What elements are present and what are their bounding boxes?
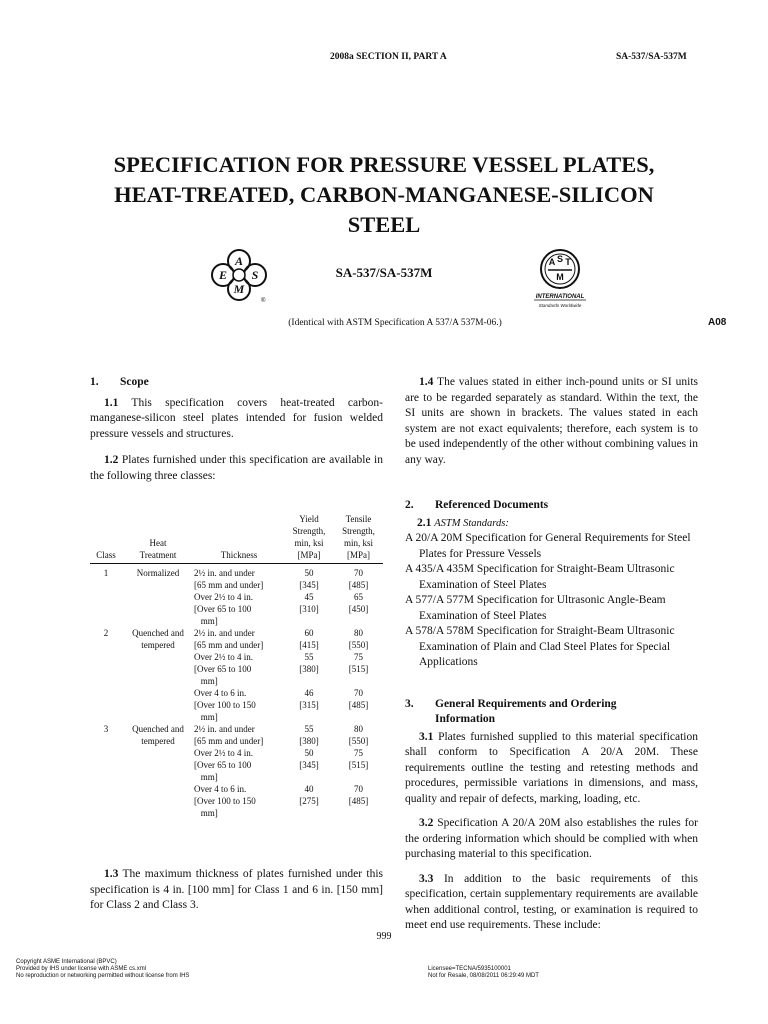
reference-list — [405, 531, 698, 671]
heat-treatment-cell — [122, 579, 194, 591]
registered-mark: ® — [261, 298, 266, 304]
heat-treatment-cell: Normalized — [136, 568, 180, 578]
table-row — [90, 759, 383, 771]
class-cell — [90, 603, 122, 615]
yield-cell — [284, 711, 334, 723]
thickness-cell: Over 4 to 6 in. — [194, 688, 247, 698]
tensile-cell — [334, 771, 383, 783]
paragraph-3-3: 3.3 In addition to the basic requirements of this specification, certain supplementary requirements are available when additional control, testing, or examination is required to meet end use requirements. These include: — [405, 872, 698, 931]
paragraph-3-2: 3.2 Specification A 20/A 20M also establishes the rules for the ordering information which should be complied with when purchasing material to this specification. — [405, 817, 699, 860]
thickness-cell: Over 2½ to 4 in. — [194, 652, 253, 662]
tensile-cell: [515] — [348, 664, 369, 674]
footer-line: Copyright ASME International (BPVC) — [16, 959, 117, 965]
table-row — [90, 735, 383, 747]
tensile-cell: 80 — [354, 628, 363, 638]
table-row — [90, 663, 383, 675]
thickness-cell: Over 2½ to 4 in. — [194, 592, 253, 602]
thickness-cell: Over 4 to 6 in. — [194, 784, 247, 794]
class-cell — [90, 795, 122, 807]
yield-cell: 60 — [304, 628, 314, 638]
paragraph-1-2: 1.2 Plates furnished under this specification are available in the following three classes: — [90, 454, 383, 482]
heat-treatment-cell — [122, 759, 194, 771]
tensile-cell: 75 — [354, 652, 363, 662]
class-cell — [90, 771, 122, 783]
heat-treatment-cell — [122, 795, 194, 807]
class-cell: 3 — [103, 724, 109, 734]
tensile-cell: 65 — [354, 592, 363, 602]
thickness-cell: Over 2½ to 4 in. — [194, 748, 253, 758]
section-2-heading: 2. Referenced Documents — [405, 499, 549, 511]
astm-tagline: Standards Worldwide — [538, 303, 582, 308]
table-row — [90, 807, 383, 819]
astm-international-text: INTERNATIONAL — [535, 294, 585, 300]
thickness-cell: [Over 65 to 100 — [194, 664, 252, 674]
thickness-cell: mm] — [194, 676, 218, 686]
table-row — [90, 687, 383, 699]
tensile-cell: [450] — [348, 604, 369, 614]
astm-letter: T — [565, 257, 571, 267]
right-column — [405, 375, 698, 934]
class-cell — [90, 747, 122, 759]
tensile-cell: [485] — [348, 700, 369, 710]
col-header-tensile: Tensile Strength, min, ksi [MPa] — [342, 514, 375, 560]
tensile-cell: [485] — [348, 580, 369, 590]
revision-tag: A08 — [708, 317, 727, 328]
col-header-yield: Yield Strength, min, ksi [MPa] — [292, 514, 326, 560]
table-row — [90, 795, 383, 807]
class-cell — [90, 687, 122, 699]
heat-treatment-cell — [122, 747, 194, 759]
asme-letter: S — [251, 268, 259, 282]
thickness-cell: [65 mm and under] — [194, 736, 264, 746]
col-header-thickness: Thickness — [220, 550, 258, 560]
heat-treatment-cell — [122, 603, 194, 615]
thickness-cell: [65 mm and under] — [194, 640, 264, 650]
footer-left — [16, 959, 189, 980]
table-row — [90, 771, 383, 783]
astm-letter: M — [556, 272, 564, 282]
heat-treatment-cell: Quenched and — [132, 628, 184, 638]
class-cell — [90, 735, 122, 747]
yield-cell: [380] — [299, 736, 319, 746]
heat-treatment-cell — [122, 699, 194, 711]
table-row — [90, 675, 383, 687]
table-row — [90, 711, 383, 723]
table-row — [90, 627, 383, 639]
yield-cell — [284, 807, 334, 819]
yield-cell: [415] — [299, 640, 319, 650]
thickness-cell: mm] — [194, 712, 218, 722]
thickness-cell: [Over 100 to 150 — [194, 796, 256, 806]
paragraph-1-1: 1.1 This specification covers heat-treated carbon-manganese-silicon steel plates intended for fusion welded pressure vessels and structures. — [90, 396, 383, 440]
table-row — [90, 783, 383, 795]
subsection-2-1: 2.1 ASTM Standards: — [417, 516, 509, 529]
identical-note: (Identical with ASTM Specification A 537/A 537M-06.) — [288, 318, 502, 328]
yield-cell: 45 — [304, 592, 314, 602]
thickness-cell: 2½ in. and under — [194, 568, 255, 578]
yield-cell: 40 — [304, 784, 314, 794]
footer-line: No reproduction or networking permitted without license from IHS — [16, 973, 190, 979]
footer-line: Licensee=TECNA/5935100001 — [428, 966, 511, 972]
heat-treatment-cell — [122, 591, 194, 603]
thickness-cell: [Over 65 to 100 — [194, 604, 252, 614]
tensile-cell: [550] — [348, 736, 369, 746]
table-row — [90, 723, 383, 735]
thickness-cell: mm] — [194, 772, 218, 782]
footer-line: Not for Resale, 08/08/2011 06:29:49 MDT — [428, 973, 539, 979]
col-header-class: Class — [96, 550, 116, 560]
heat-treatment-cell — [122, 807, 194, 819]
yield-cell: [380] — [299, 664, 319, 674]
running-header-right: SA-537/SA-537M — [616, 52, 687, 62]
heat-treatment-cell: Quenched and — [132, 724, 184, 734]
astm-letter: A — [548, 257, 556, 267]
class-cell — [90, 675, 122, 687]
paragraph-1-4: 1.4 The values stated in either inch-pound units or SI units are to be regarded separately as standard. Within the text, the SI units are shown in brackets. The values stated in each system are not exact equivalents; therefore, each system is to be used independently of the other without combining values in any way. — [405, 376, 698, 466]
table-row — [90, 615, 383, 627]
heat-treatment-cell: tempered — [141, 736, 175, 746]
class-cell — [90, 699, 122, 711]
tensile-cell: 70 — [354, 568, 363, 578]
class-cell — [90, 639, 122, 651]
table-row — [90, 639, 383, 651]
footer-line: Provided by IHS under license with ASME cs.xml — [16, 966, 147, 972]
heat-treatment-cell — [122, 783, 194, 795]
heat-treatment-cell — [122, 771, 194, 783]
class-cell: 1 — [103, 568, 109, 578]
thickness-cell: [Over 100 to 150 — [194, 700, 256, 710]
yield-cell: 46 — [304, 688, 314, 698]
tensile-cell — [334, 615, 383, 627]
footer-right — [428, 966, 539, 980]
col-header-heat-treatment: Heat Treatment — [139, 538, 177, 560]
running-header-left: 2008a SECTION II, PART A — [330, 52, 447, 62]
class-cell — [90, 807, 122, 819]
yield-cell — [284, 771, 334, 783]
table-row — [90, 579, 383, 591]
yield-cell: 50 — [304, 748, 314, 758]
table-row — [90, 567, 383, 579]
yield-cell — [284, 615, 334, 627]
class-cell — [90, 615, 122, 627]
table-row — [90, 603, 383, 615]
paragraph-1-3: 1.3 The maximum thickness of plates furnished under this specification is 4 in. [100 mm] for Class 1 and 6 in. [150 mm] for Class 2 and Class 3. — [90, 868, 383, 911]
thickness-cell: 2½ in. and under — [194, 724, 255, 734]
asme-letter: M — [233, 282, 245, 296]
yield-cell: [275] — [299, 796, 319, 806]
thickness-cell: [65 mm and under] — [194, 580, 264, 590]
thickness-cell: [Over 65 to 100 — [194, 760, 252, 770]
tensile-cell: 75 — [354, 748, 363, 758]
reference-item: A 20/A 20M Specification for General Requirements for Steel Plates for Pressure Vessels — [405, 532, 691, 560]
heat-treatment-cell — [122, 651, 194, 663]
tensile-cell — [334, 675, 383, 687]
tensile-cell — [334, 711, 383, 723]
class-table — [90, 513, 383, 819]
heat-treatment-cell — [122, 663, 194, 675]
class-cell — [90, 591, 122, 603]
table-header-row — [90, 513, 383, 564]
tensile-cell: 70 — [354, 784, 363, 794]
heat-treatment-cell: tempered — [141, 640, 175, 650]
yield-cell: [315] — [299, 700, 319, 710]
designation: SA-537/SA-537M — [335, 265, 433, 280]
tensile-cell — [334, 807, 383, 819]
class-cell — [90, 579, 122, 591]
document-title — [60, 150, 708, 240]
thickness-cell: mm] — [194, 808, 218, 818]
class-cell: 2 — [103, 628, 109, 638]
tensile-cell: 70 — [354, 688, 363, 698]
paragraph-3-1: 3.1 Plates furnished supplied to this material specification shall conform to Specification A 20/A 20M. These requirements outline the testing and retesting methods and procedures, permissible variations in dimensions, and mass, quality and repair of defects, marking, loading, etc. — [405, 730, 699, 805]
yield-cell — [284, 675, 334, 687]
yield-cell: 55 — [304, 652, 314, 662]
heat-treatment-cell — [122, 615, 194, 627]
title-line: SPECIFICATION FOR PRESSURE VESSEL PLATES, — [113, 152, 655, 177]
section-1-heading: 1. Scope — [90, 376, 149, 388]
astm-logo — [530, 249, 590, 311]
asme-letter: E — [218, 268, 228, 282]
heat-treatment-cell — [122, 675, 194, 687]
table-row — [90, 699, 383, 711]
astm-letter: S — [556, 254, 564, 264]
reference-item: A 435/A 435M Specification for Straight-Beam Ultrasonic Examination of Steel Plates — [405, 563, 675, 591]
title-line: HEAT-TREATED, CARBON-MANGANESE-SILICON — [114, 182, 654, 207]
tensile-cell: [485] — [348, 796, 369, 806]
thickness-cell: 2½ in. and under — [194, 628, 255, 638]
table-row — [90, 747, 383, 759]
reference-item: A 577/A 577M Specification for Ultrasonic Angle-Beam Examination of Steel Plates — [405, 594, 666, 622]
title-line: STEEL — [347, 212, 421, 237]
table-row — [90, 591, 383, 603]
page-number: 999 — [376, 931, 392, 942]
thickness-cell: mm] — [194, 616, 218, 626]
yield-cell: [310] — [299, 604, 319, 614]
class-cell — [90, 759, 122, 771]
tensile-cell: [515] — [348, 760, 369, 770]
yield-cell: [345] — [299, 580, 319, 590]
yield-cell: [345] — [299, 760, 319, 770]
tensile-cell: [550] — [348, 640, 369, 650]
left-column-lower — [90, 867, 383, 914]
table-body — [90, 567, 383, 819]
class-cell — [90, 651, 122, 663]
heat-treatment-cell — [122, 711, 194, 723]
left-column — [90, 375, 383, 484]
heat-treatment-cell — [122, 687, 194, 699]
table-row — [90, 651, 383, 663]
section-3-heading: 3. General Requirements and Ordering Information — [405, 697, 617, 725]
reference-item: A 578/A 578M Specification for Straight-Beam Ultrasonic Examination of Plain and Clad Steel Plates for Special Applications — [405, 625, 675, 668]
yield-cell: 55 — [304, 724, 314, 734]
asme-letter: A — [234, 254, 244, 268]
tensile-cell: 80 — [354, 724, 363, 734]
yield-cell: 50 — [304, 568, 314, 578]
class-cell — [90, 663, 122, 675]
class-cell — [90, 783, 122, 795]
class-cell — [90, 711, 122, 723]
